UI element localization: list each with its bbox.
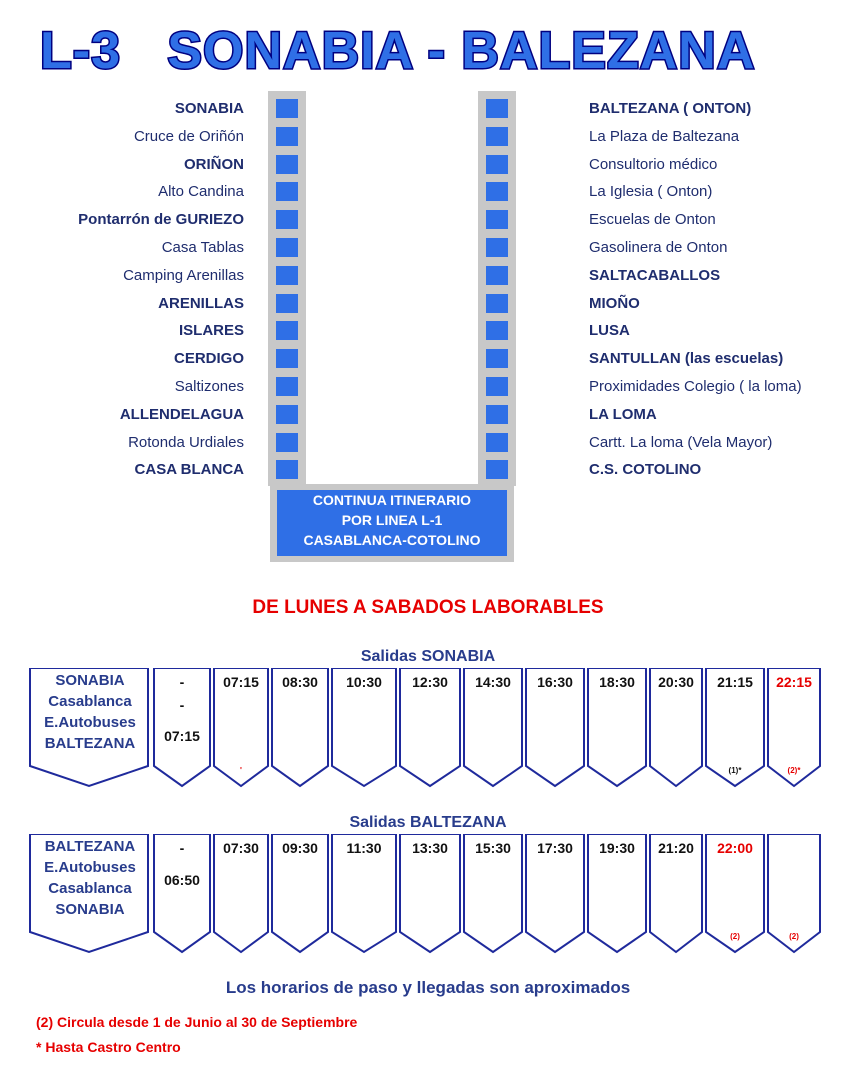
- stop-marker: [486, 99, 508, 118]
- left-stop-name: Rotonda Urdiales: [128, 433, 244, 451]
- left-stop-name: Saltizones: [174, 378, 244, 395]
- schedule-stop-name: E.Autobuses: [44, 859, 136, 876]
- departure-time: 13:30: [412, 840, 448, 856]
- route-title: [40, 18, 820, 78]
- departure-time: 21:15: [717, 674, 753, 690]
- left-stop-name: ALLENDELAGUA: [119, 405, 244, 423]
- stop-marker: [276, 433, 298, 452]
- right-stop-name: LA LOMA: [589, 405, 657, 423]
- departure-time: 22:00: [717, 840, 753, 856]
- right-stop-name: LUSA: [589, 322, 630, 340]
- stop-marker: [276, 210, 298, 229]
- departure-time: 15:30: [475, 840, 511, 856]
- stop-marker: [276, 294, 298, 313]
- left-stop-name: ORIÑON: [184, 155, 244, 173]
- stop-marker: [486, 155, 508, 174]
- legend-note-2: (2) Circula desde 1 de Junio al 30 de Septiembre: [36, 1014, 358, 1030]
- departure-time: 18:30: [599, 674, 635, 690]
- stop-marker: [486, 266, 508, 285]
- schedule-stop-name: E.Autobuses: [44, 714, 136, 731]
- right-stop-name: SANTULLAN (las escuelas): [589, 350, 784, 368]
- departure-time: 20:30: [658, 674, 694, 690]
- stop-marker: [276, 266, 298, 285]
- left-stop-name: CASA BLANCA: [134, 461, 244, 479]
- first-column-value: -: [179, 697, 185, 713]
- continue-line: CASABLANCA-COTOLINO: [303, 532, 481, 548]
- stop-marker: [486, 405, 508, 424]
- stop-marker: [486, 460, 508, 479]
- departure-note: (2): [789, 932, 799, 941]
- schedule-heading-sonabia: Salidas SONABIA: [360, 648, 496, 665]
- stop-marker: [486, 238, 508, 257]
- right-stop-name: Gasolinera de Onton: [589, 239, 728, 256]
- stop-marker: [486, 433, 508, 452]
- departure-time: 21:20: [658, 840, 694, 856]
- approximate-times-note: Los horarios de paso y llegadas son aproximados: [225, 978, 631, 997]
- departure-time: 19:30: [599, 840, 635, 856]
- stop-marker: [486, 321, 508, 340]
- stop-marker: [486, 127, 508, 146]
- schedule-stop-name: BALTEZANA: [44, 838, 136, 855]
- right-stop-name: Escuelas de Onton: [589, 211, 716, 229]
- stop-marker: [486, 210, 508, 229]
- right-stop-name: La Iglesia ( Onton): [589, 183, 713, 201]
- stop-marker: [486, 182, 508, 201]
- stop-marker: [276, 377, 298, 396]
- stop-marker: [486, 294, 508, 313]
- stop-marker: [276, 127, 298, 146]
- continue-box-text: [277, 490, 507, 556]
- right-route-bar: [478, 91, 516, 486]
- schedule-table-baltezana: [0, 834, 856, 956]
- departure-time: 09:30: [282, 840, 318, 856]
- legend-note-asterisk: * Hasta Castro Centro: [36, 1039, 181, 1055]
- departure-note: (2): [730, 932, 740, 941]
- days-heading: DE LUNES A SABADOS LABORABLES: [252, 597, 604, 618]
- departure-time: 14:30: [475, 674, 511, 690]
- schedule-heading-baltezana: Salidas BALTEZANA: [349, 814, 507, 831]
- right-stop-name: SALTACABALLOS: [589, 266, 721, 284]
- stop-marker: [486, 377, 508, 396]
- schedule-table-sonabia: [0, 668, 856, 790]
- stop-marker: [276, 99, 298, 118]
- first-column-value: -: [179, 674, 185, 690]
- left-stop-name: Cruce de Oriñón: [133, 127, 244, 145]
- schedule-stop-name: BALTEZANA: [44, 735, 136, 752]
- schedule-stop-name: SONABIA: [55, 901, 125, 918]
- stop-marker: [276, 155, 298, 174]
- stop-marker: [276, 349, 298, 368]
- departure-time: 08:30: [282, 674, 318, 690]
- continue-box: [270, 484, 514, 562]
- stop-marker: [276, 238, 298, 257]
- first-column-value: 06:50: [164, 872, 200, 888]
- departure-time: 12:30: [412, 674, 448, 690]
- left-stop-name: ARENILLAS: [158, 294, 244, 312]
- schedule-stop-name: Casablanca: [48, 693, 132, 710]
- left-route-bar: [268, 91, 306, 486]
- departure-note: (2)*: [787, 766, 801, 775]
- departure-time: 17:30: [537, 840, 573, 856]
- schedule-stop-name: Casablanca: [48, 880, 132, 897]
- left-stop-name: SONABIA: [174, 100, 244, 117]
- right-stop-name: MIOÑO: [589, 294, 640, 312]
- right-stop-name: Proximidades Colegio ( la loma): [589, 378, 802, 395]
- right-stop-name: Cartt. La loma (Vela Mayor): [589, 433, 773, 451]
- left-stop-name: Pontarrón de GURIEZO: [78, 211, 244, 229]
- departure-time: 07:15: [223, 674, 259, 690]
- right-stop-name: C.S. COTOLINO: [589, 461, 702, 479]
- departure-note: ': [240, 766, 242, 775]
- departure-note: (1)*: [728, 766, 742, 775]
- left-stop-name: ISLARES: [178, 322, 244, 340]
- stop-marker: [276, 321, 298, 340]
- first-column-value: -: [179, 840, 185, 856]
- departure-time: 07:30: [223, 840, 259, 856]
- stop-marker: [276, 460, 298, 479]
- right-stop-name: Consultorio médico: [589, 155, 718, 173]
- schedule-stop-name: SONABIA: [55, 672, 125, 689]
- right-stop-name: BALTEZANA ( ONTON): [589, 100, 752, 117]
- stop-marker: [276, 405, 298, 424]
- continue-line: CONTINUA ITINERARIO: [312, 492, 472, 508]
- first-column-value: 07:15: [164, 728, 200, 744]
- left-stop-name: Camping Arenillas: [123, 266, 244, 284]
- stop-marker: [486, 349, 508, 368]
- left-stop-name: Alto Candina: [158, 183, 244, 201]
- left-stop-name: CERDIGO: [173, 350, 244, 368]
- route-title-text: L-3 SONABIA - BALEZANA: [40, 22, 756, 78]
- right-stop-name: La Plaza de Baltezana: [589, 127, 740, 145]
- departure-time: 10:30: [346, 674, 382, 690]
- departure-time: 22:15: [776, 674, 812, 690]
- departure-time: 11:30: [346, 840, 382, 856]
- left-stop-name: Casa Tablas: [161, 239, 244, 256]
- continue-line: POR LINEA L-1: [341, 512, 443, 528]
- departure-time: 16:30: [537, 674, 573, 690]
- stop-marker: [276, 182, 298, 201]
